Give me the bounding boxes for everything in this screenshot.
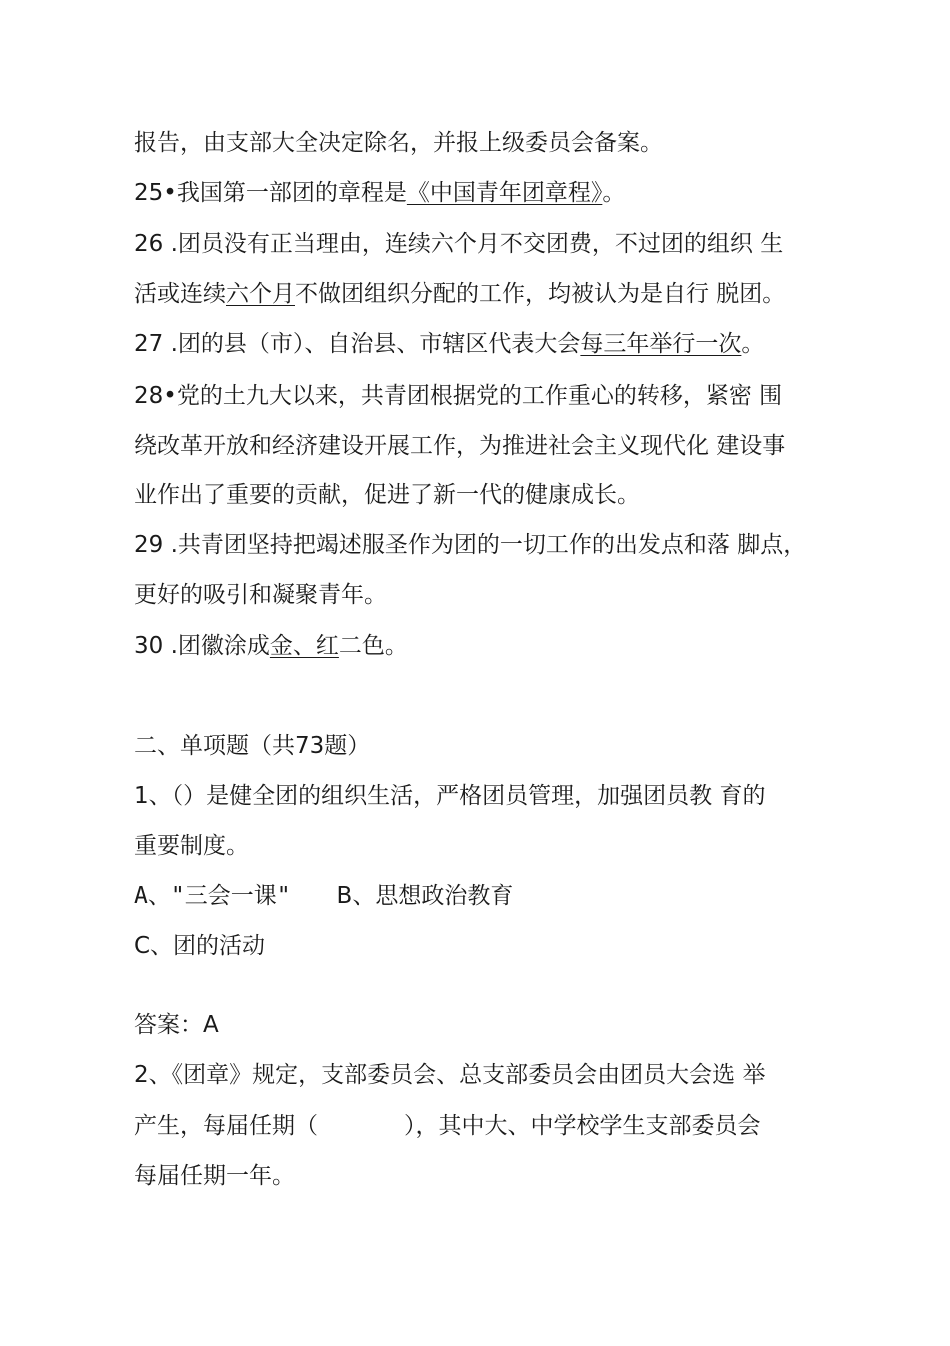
option-b: B、思想政治教育 bbox=[336, 883, 514, 909]
question-2-text: 每届任期一年。 bbox=[134, 1163, 295, 1189]
section-heading bbox=[134, 731, 370, 761]
item-29-text: 更好的吸引和凝聚青年。 bbox=[134, 582, 387, 608]
item-28-text: 业作出了重要的贡献，促进了新一代的健康成长。 bbox=[134, 482, 640, 508]
question-2-text: 产生，每届任期（ bbox=[134, 1113, 318, 1139]
option-c: C、团的活动 bbox=[134, 933, 266, 959]
item-27-answer: 每三年举行一次 bbox=[580, 331, 742, 357]
item-29-line-2 bbox=[134, 580, 387, 610]
item-29-text: 29 .共青团坚持把竭述服圣作为团的一切工作的出发点和落 脚点， bbox=[134, 532, 807, 558]
item-25-answer: 《中国青年团章程》 bbox=[406, 180, 603, 206]
question-2-line-2 bbox=[134, 1111, 761, 1141]
option-a: A、"三会一课" bbox=[134, 883, 291, 909]
question-1-line-2 bbox=[134, 831, 249, 861]
answer-text: 答案：A bbox=[134, 1012, 219, 1038]
question-2-line-3 bbox=[134, 1161, 295, 1191]
item-26-line-2 bbox=[134, 279, 785, 309]
item-25-end: 。 bbox=[602, 180, 626, 206]
question-2-text: 2、《团章》规定，支部委员会、总支部委员会由团员大会选 举 bbox=[134, 1062, 766, 1088]
item-30 bbox=[134, 631, 408, 661]
item-30-answer: 金、红 bbox=[269, 633, 339, 659]
question-1-answer-line bbox=[134, 1010, 219, 1040]
item-26-end: 不做团组织分配的工作，均被认为是自行 脱团。 bbox=[295, 281, 786, 307]
item-30-text: 30 .团徽涂成 bbox=[134, 633, 270, 659]
item-25-text: 25•我国第一部团的章程是 bbox=[134, 180, 407, 206]
question-2-text: ），其中大、中学校学生支部委员会 bbox=[404, 1113, 761, 1139]
item-28-text: 绕改革开放和经济建设开展工作，为推进社会主义现代化 建设事 bbox=[134, 433, 786, 459]
item-28-text: 28•党的土九大以来，共青团根据党的工作重心的转移，紧密 围 bbox=[134, 383, 783, 409]
paragraph-text: 报告，由支部大全决定除名，并报上级委员会备案。 bbox=[134, 130, 663, 156]
item-25 bbox=[134, 178, 625, 208]
section-title: 二、单项题（共73题） bbox=[134, 733, 371, 759]
item-26-line-1 bbox=[134, 229, 783, 259]
item-28-line-2 bbox=[134, 431, 785, 461]
item-26-text: 26 .团员没有正当理由，连续六个月不交团费，不过团的组织 生 bbox=[134, 231, 784, 257]
item-30-end: 二色。 bbox=[338, 633, 408, 659]
question-2-line-1 bbox=[134, 1060, 765, 1090]
item-27 bbox=[134, 329, 764, 359]
item-27-end: 。 bbox=[741, 331, 765, 357]
text-line bbox=[134, 128, 663, 158]
question-1-text: 1、（）是健全团的组织生活，严格团员管理，加强团员教 育的 bbox=[134, 783, 766, 809]
item-29-line-1 bbox=[134, 530, 806, 560]
question-1-text: 重要制度。 bbox=[134, 833, 249, 859]
item-26-text: 活或连续 bbox=[134, 281, 226, 307]
item-27-text: 27 .团的县（市）、自治县、市辖区代表大会 bbox=[134, 331, 581, 357]
item-28-line-3 bbox=[134, 480, 640, 510]
item-28-line-1 bbox=[134, 381, 782, 411]
question-1-line-1 bbox=[134, 781, 765, 811]
question-1-option-c-line bbox=[134, 931, 265, 961]
question-1-options bbox=[134, 881, 513, 911]
item-26-answer: 六个月 bbox=[226, 281, 295, 307]
